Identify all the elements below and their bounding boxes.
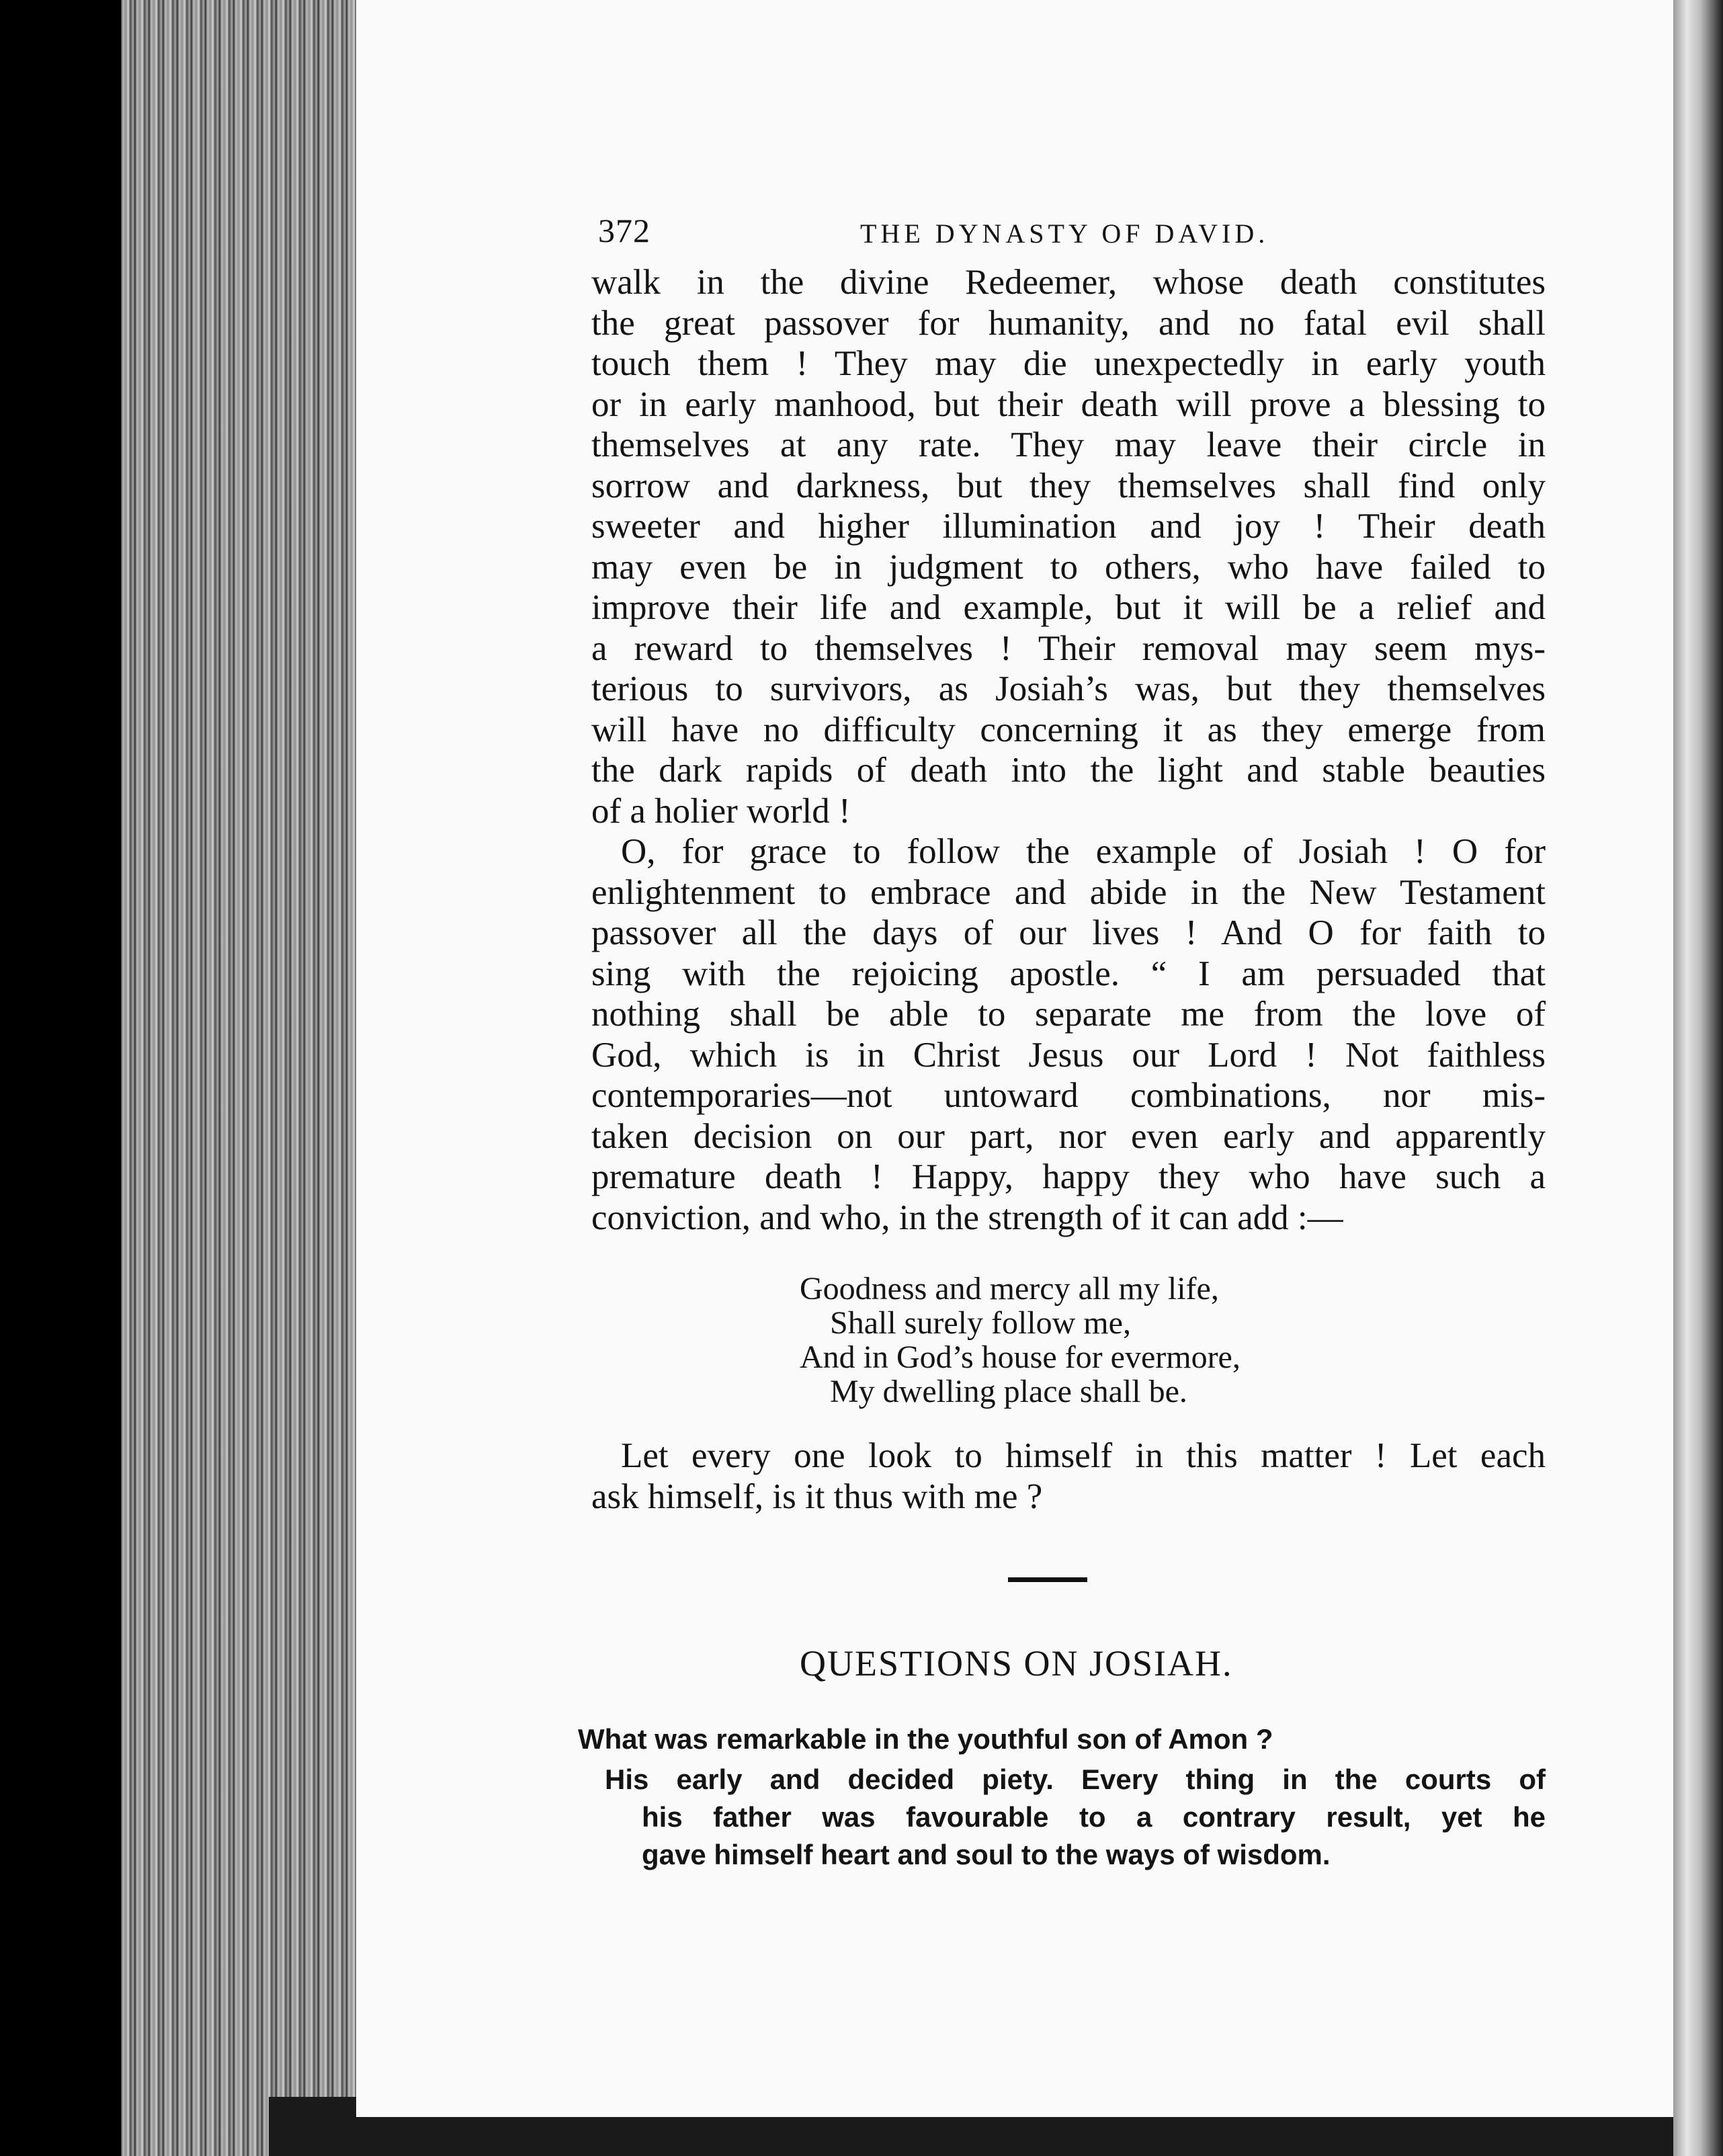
- text-line: may even be in judgment to others, who have failed to: [591, 547, 1546, 587]
- running-head: [578, 202, 1546, 262]
- text-line: taken decision on our part, nor even early and apparently: [591, 1116, 1546, 1156]
- text-line: sing with the rejoicing apostle. “ I am persuaded that: [591, 954, 1546, 993]
- answer-line: His early and decided piety. Every thing in the courts of: [605, 1764, 1546, 1795]
- book-page-edges: [121, 0, 376, 2156]
- section-divider: [1008, 1577, 1087, 1582]
- page-content: [578, 202, 1546, 1874]
- text-line: sorrow and darkness, but they themselves shall find only: [591, 466, 1546, 505]
- text-line: walk in the divine Redeemer, whose death constitutes: [591, 263, 1546, 302]
- verse-block: [578, 1272, 1546, 1409]
- text-line: conviction, and who, in the strength of it can add :—: [591, 1198, 1343, 1237]
- text-line: God, which is in Christ Jesus our Lord ! Not faithless: [591, 1035, 1546, 1075]
- book-right-edge: [1673, 0, 1723, 2156]
- verse-line: Shall surely follow me,: [830, 1305, 1131, 1341]
- text-line: nothing shall be able to separate me from the love of: [591, 995, 1546, 1034]
- text-line: contemporaries—not untoward combinations, nor mis-: [591, 1076, 1546, 1115]
- text-line: themselves at any rate. They may leave their circle in: [591, 425, 1546, 464]
- verse-line: My dwelling place shall be.: [830, 1374, 1187, 1409]
- paragraph-2: [578, 831, 1546, 1238]
- text-line: Let every one look to himself in this matter ! Let each: [621, 1436, 1546, 1475]
- paragraph-3: [578, 1436, 1546, 1517]
- text-line: ask himself, is it thus with me ?: [591, 1477, 1043, 1516]
- text-line: touch them ! They may die unexpectedly in early youth: [591, 344, 1546, 383]
- text-line: will have no difficulty concerning it as they emerge from: [591, 710, 1546, 749]
- text-line: of a holier world !: [591, 791, 851, 831]
- answer-line: gave himself heart and soul to the ways of wisdom.: [642, 1839, 1331, 1870]
- text-line: passover all the days of our lives ! And O for faith to: [591, 913, 1546, 952]
- page-number: 372: [598, 212, 650, 249]
- verse-line: And in God’s house for evermore,: [800, 1339, 1241, 1375]
- answer-block: [578, 1761, 1546, 1874]
- verse-line: Goodness and mercy all my life,: [800, 1271, 1219, 1307]
- text-line: sweeter and higher illumination and joy ! Their death: [591, 507, 1546, 546]
- section-title: QUESTIONS ON JOSIAH.: [800, 1643, 1233, 1684]
- text-line: terious to survivors, as Josiah’s was, but they themselves: [591, 669, 1546, 708]
- answer-line: his father was favourable to a contrary result, yet he: [642, 1801, 1546, 1833]
- text-line: premature death ! Happy, happy they who have such a: [591, 1157, 1546, 1196]
- question-text: What was remarkable in the youthful son of Amon ?: [578, 1723, 1273, 1755]
- text-line: a reward to themselves ! Their removal may seem mys-: [591, 628, 1546, 668]
- text-line: or in early manhood, but their death will prove a blessing to: [591, 384, 1546, 424]
- text-line: the dark rapids of death into the light and stable beauties: [591, 751, 1546, 790]
- text-line: enlightenment to embrace and abide in the New Testament: [591, 872, 1546, 912]
- text-line: the great passover for humanity, and no fatal evil shall: [591, 303, 1546, 343]
- paragraph-1: [578, 262, 1546, 831]
- text-line: improve their life and example, but it will be a relief and: [591, 588, 1546, 627]
- running-title: THE DYNASTY OF DAVID.: [860, 218, 1269, 249]
- text-line: O, for grace to follow the example of Josiah ! O for: [621, 832, 1546, 871]
